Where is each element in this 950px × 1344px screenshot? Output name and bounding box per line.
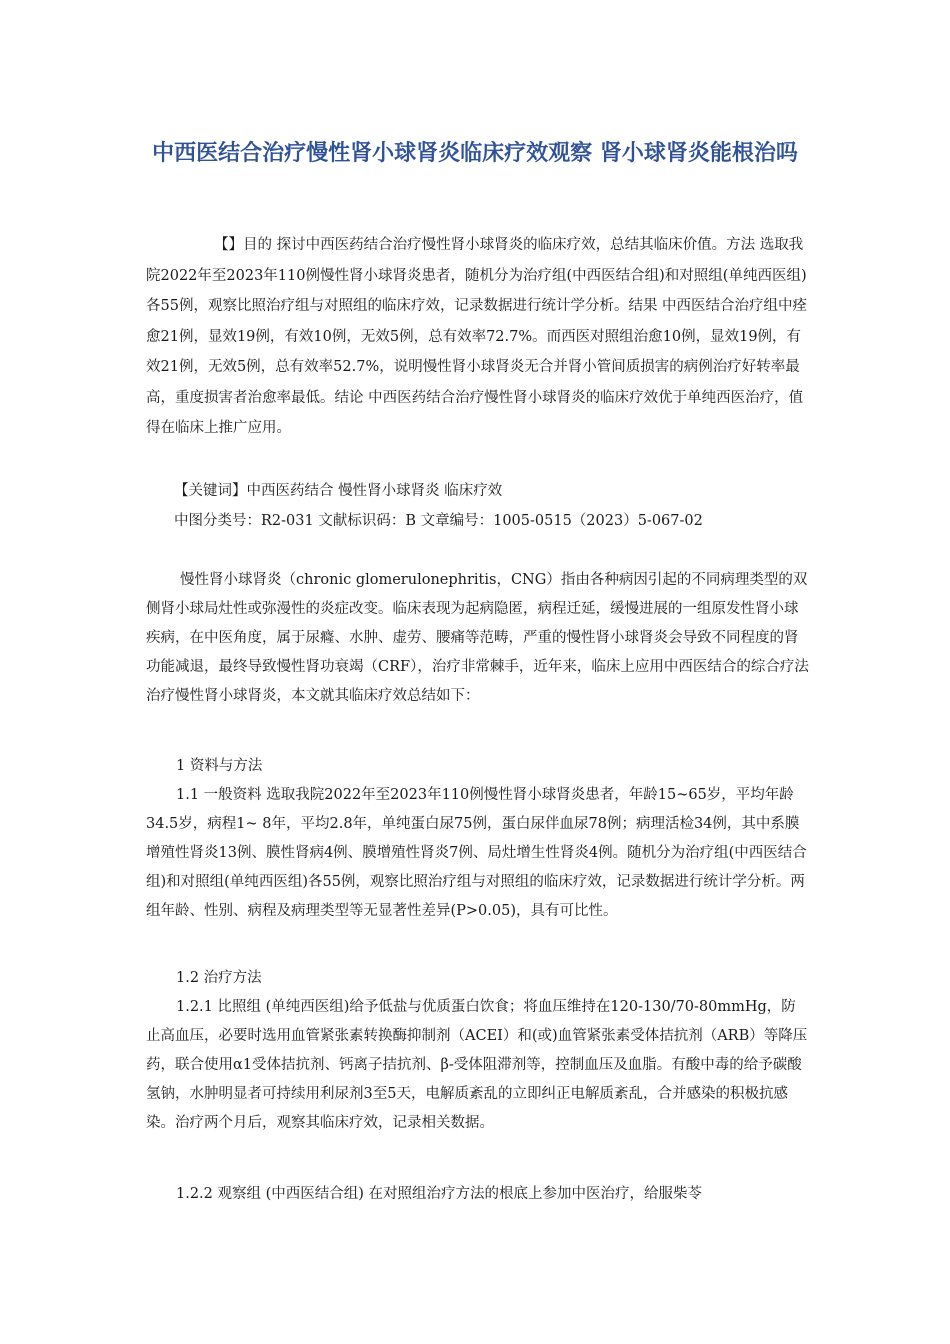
section-1-1-paragraph: 1.1 一般资料 选取我院2022年至2023年110例慢性肾小球肾炎患者，年龄15~65岁，平均年龄34.5岁，病程1~ 8年，平均2.8年，单纯蛋白尿75例，蛋白尿伴血尿78例；病理活检34例，其中系膜增殖性肾炎13例、膜性肾病4例、膜增殖性肾炎7例、局灶增生性肾炎4例。随机分为治疗组(中西医结合组)和对照组(单纯西医组)各55例，观察比照治疗组与对照组的临床疗效，记录数据进行统计学分析。两组年龄、性别、病程及病理类型等无显著性差异(P>0.05)，具有可比性。 (146, 787, 807, 919)
intro-paragraph: 慢性肾小球肾炎（chronic glomerulonephritis，CNG）指由各种病因引起的不同病理类型的双侧肾小球局灶性或弥漫性的炎症改变。临床表现为起病隐匿，病程迁延，缓慢进展的一组原发性肾小球疾病，在中医角度，属于尿癃、水肿、虚劳、腰痛等范畴，严重的慢性肾小球肾炎会导致不同程度的肾功能减退，最终导致慢性肾功衰竭（CRF），治疗非常棘手，近年来，临床上应用中西医结合的综合疗法治疗慢性肾小球肾炎，本文就其临床疗效总结如下： (146, 572, 809, 704)
section-1-heading: 1 资料与方法 (176, 758, 263, 774)
section-1-2-1-paragraph: 1.2.1 比照组 (单纯西医组)给予低盐与优质蛋白饮食；将血压维持在120-130/70-80mmHg，防止高血压，必要时选用血管紧张素转换酶抑制剂（ACEI）和(或)血管紧张素受体拮抗剂（ARB）等降压药，联合使用α1受体拮抗剂、钙离子拮抗剂、β-受体阻滞剂等，控制血压及血脂。有酸中毒的给予碳酸氢钠，水肿明显者可持续用利尿剂3至5天，电解质紊乱的立即纠正电解质紊乱，合并感染的积极抗感染。治疗两个月后，观察其临床疗效，记录相关数据。 (146, 999, 808, 1131)
keywords-line: 【关键词】中西医药结合 慢性肾小球肾炎 临床疗效 (174, 483, 503, 499)
document-title: 中西医结合治疗慢性肾小球肾炎临床疗效观察 肾小球肾炎能根治吗 (152, 141, 798, 166)
section-1-2-heading: 1.2 治疗方法 (176, 970, 262, 986)
classification-line: 中图分类号：R2-031 文献标识码：B 文章编号：1005-0515（2023）5-067-02 (174, 513, 703, 529)
abstract-paragraph: 【】目的 探讨中西医药结合治疗慢性肾小球肾炎的临床疗效，总结其临床价值。方法 选取我院2022年至2023年110例慢性肾小球肾炎患者，随机分为治疗组(中西医结合组)和对照组(单纯西医组)各55例，观察比照治疗组与对照组的临床疗效，记录数据进行统计学分析。结果 中西医结合治疗组中痊愈21例，显效19例，有效10例，无效5例，总有效率72.7%。而西医对照组治愈10例，显效19例，有效21例，无效5例，总有效率52.7%，说明慢性肾小球肾炎无合并肾小管间质损害的病例治疗好转率最高，重度损害者治愈率最低。结论 中西医药结合治疗慢性肾小球肾炎的临床疗效优于单纯西医治疗，值得在临床上推广应用。 (146, 237, 808, 436)
section-1-2-2-paragraph: 1.2.2 观察组 (中西医结合组) 在对照组治疗方法的根底上参加中医治疗，给服柴苓 (176, 1186, 703, 1202)
